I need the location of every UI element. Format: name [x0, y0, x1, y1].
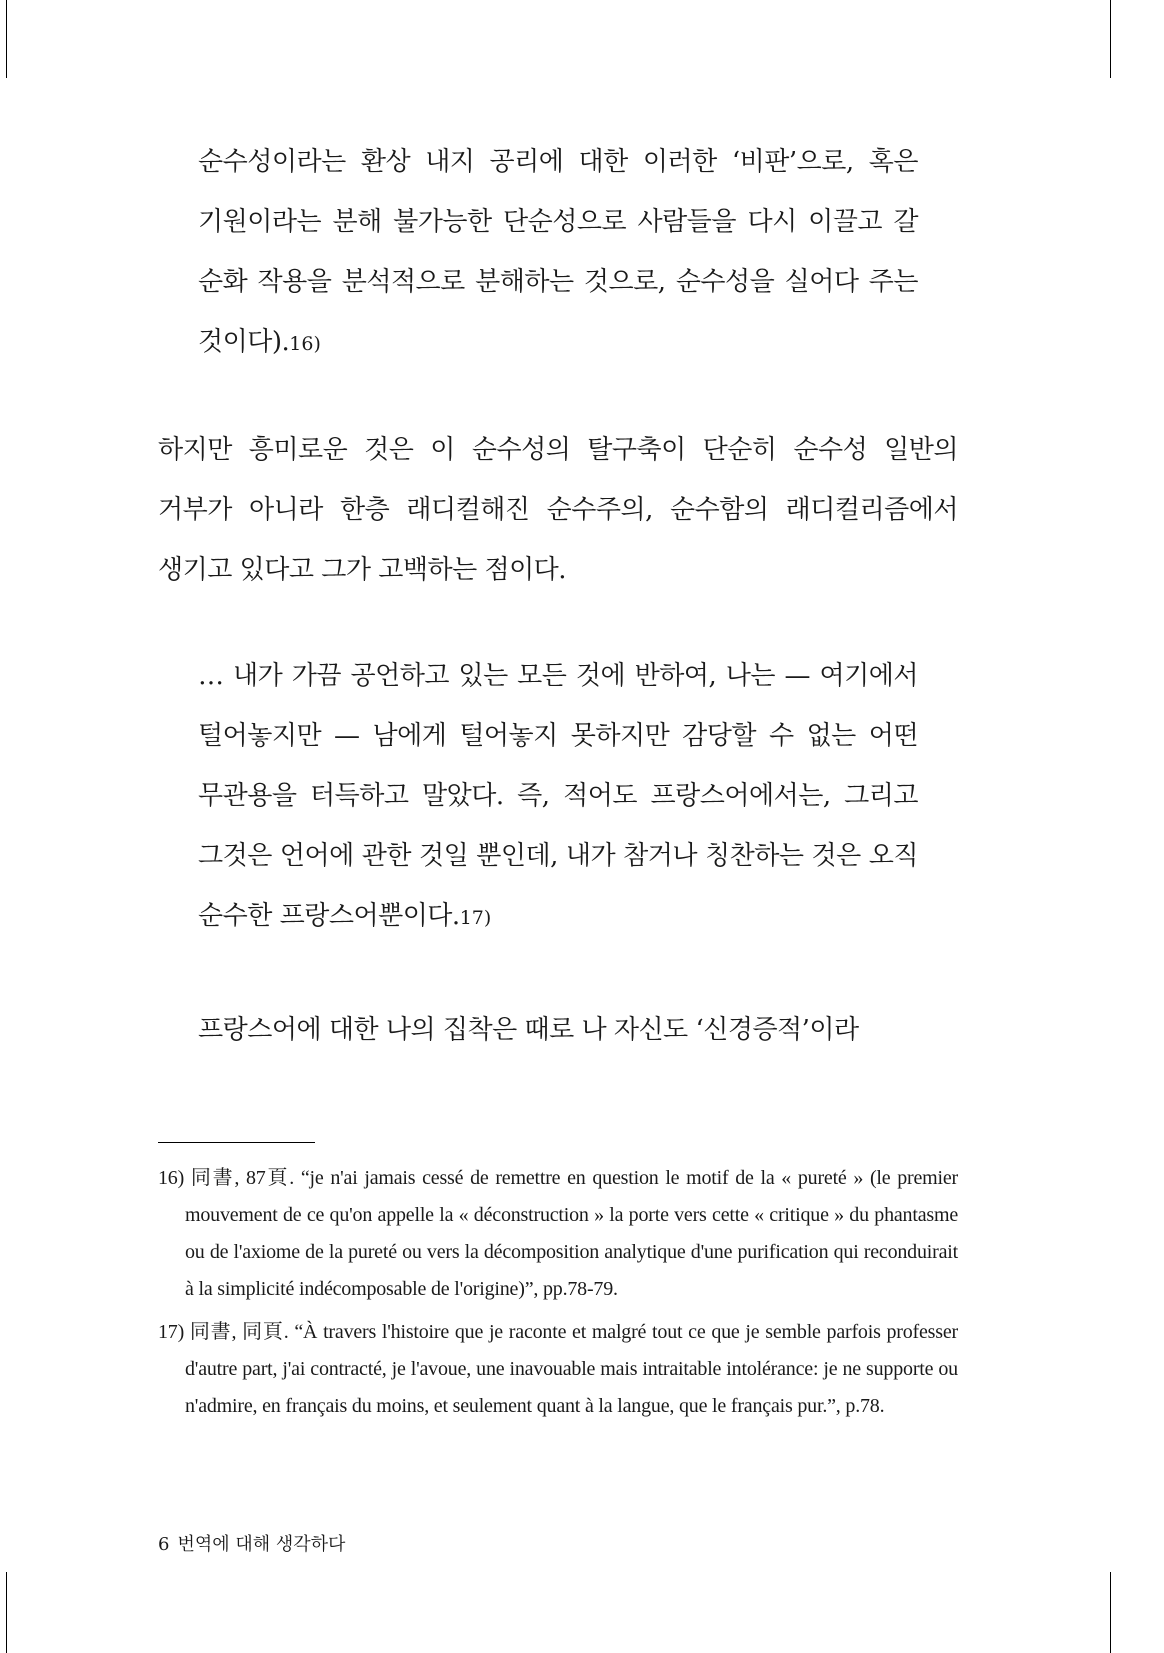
page-footer — [158, 1530, 345, 1556]
footnotes — [158, 1160, 958, 1431]
footnote-17 — [158, 1314, 958, 1425]
footnote-separator — [158, 1142, 315, 1143]
footnote-text: 同書, 87頁. “je n'ai jamais cessé de remettre en question le motif de la « pureté » (le premier mouvement de ce qu'on appelle la « déconstruction » la porte vers cette « critique » du phantasme ou de l'axiome de la pureté ou vers la décomposition analytique d'une purification qui reconduirait à la simplicité indécomposable de l'origine)”, pp.78-79. — [185, 1167, 958, 1300]
block-quote-2-text: … 내가 가끔 공언하고 있는 모든 것에 반하여, 나는 — 여기에서 털어놓지만 — 남에게 털어놓지 못하지만 감당할 수 없는 어떤 무관용을 터득하고 말았다. 즉, 적어도 프랑스어에서는, 그리고 그것은 언어에 관한 것일 뿐인데, 내가 참거나 칭찬하는 것은 오직 순수한 프랑스어뿐이다. — [198, 661, 918, 931]
footnote-16 — [158, 1160, 958, 1308]
block-quote-2 — [198, 646, 918, 948]
footnote-number: 16) — [158, 1167, 185, 1189]
crop-mark-top-right — [1110, 0, 1111, 78]
block-quote-1 — [198, 132, 918, 374]
crop-mark-bottom-right — [1110, 1572, 1111, 1653]
body-paragraph-2: 프랑스어에 대한 나의 집착은 때로 나 자신도 ‘신경증적’이라 — [198, 1015, 859, 1045]
crop-mark-top-left — [6, 0, 7, 78]
block-quote-1-text: 순수성이라는 환상 내지 공리에 대한 이러한 ‘비판’으로, 혹은 기원이라는 분해 불가능한 단순성으로 사람들을 다시 이끌고 갈 순화 작용을 분석적으로 분해하는 것으로, 순수성을 실어다 주는 것이다). — [198, 147, 918, 357]
footnote-ref-16[interactable]: 16) — [289, 333, 321, 355]
running-title: 번역에 대해 생각하다 — [177, 1534, 346, 1555]
footnote-number: 17) — [158, 1321, 185, 1343]
footnote-ref-17[interactable]: 17) — [459, 907, 492, 929]
crop-mark-bottom-left — [6, 1572, 7, 1653]
footnote-text: 同書, 同頁. “À travers l'histoire que je raconte et malgré tout ce que je semble parfois professer d'autre part, j'ai contracté, je l'avoue, une inavouable mais intraitable intolérance: je ne supporte ou n'admire, en français du moins, et seulement quant à la langue, que le français pur.”, p.78. — [185, 1321, 958, 1417]
page-number: 6 — [158, 1534, 170, 1555]
body-paragraph-1: 하지만 흥미로운 것은 이 순수성의 탈구축이 단순히 순수성 일반의 거부가 아니라 한층 래디컬해진 순수주의, 순수함의 래디컬리즘에서 생기고 있다고 그가 고백하는 점이다. — [158, 435, 958, 585]
